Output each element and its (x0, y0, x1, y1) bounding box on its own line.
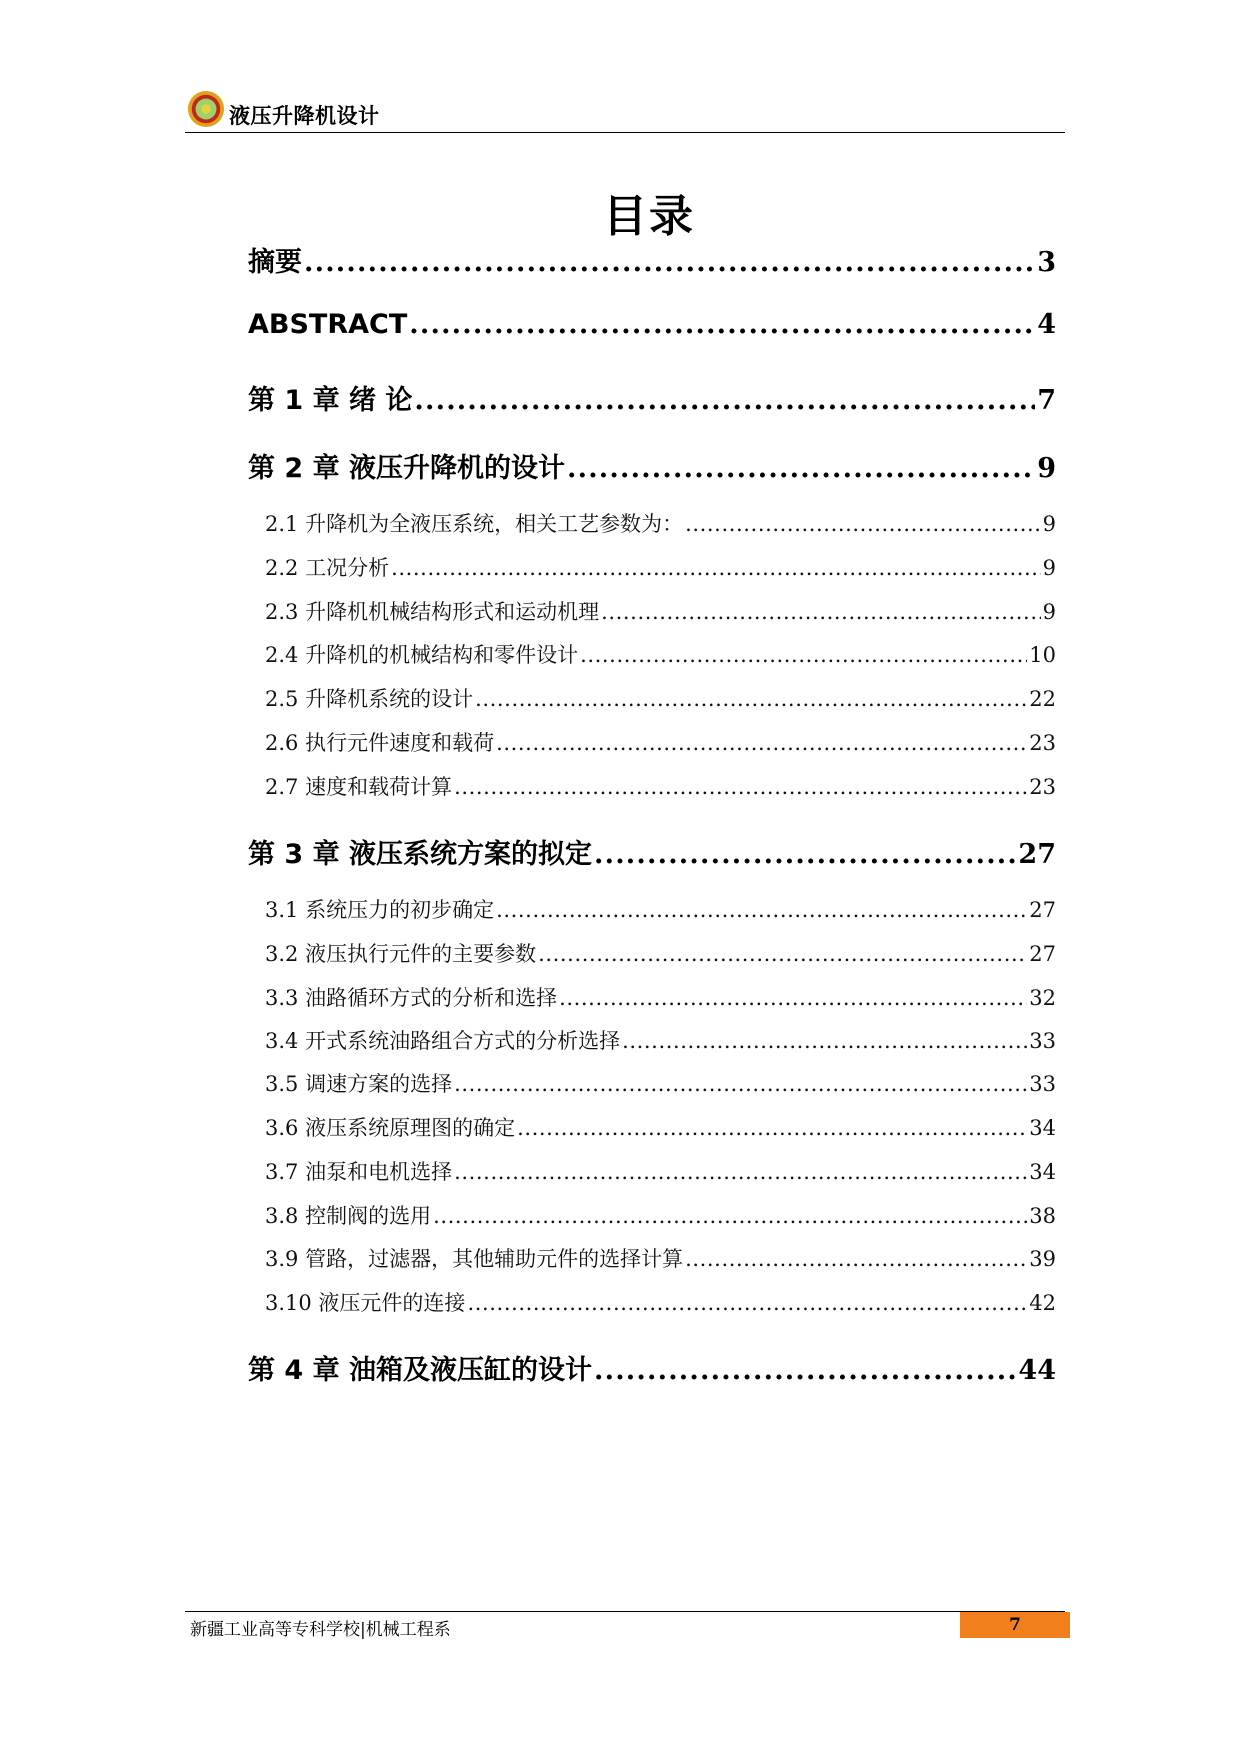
toc-section-entry[interactable] (265, 938, 1056, 968)
toc-leader-dots (580, 643, 1027, 667)
toc-leader-dots (496, 898, 1027, 922)
toc-section-entry[interactable] (265, 683, 1056, 713)
toc-leader-dots (414, 385, 1035, 416)
footer-text: 新疆工业高等专科学校|机械工程系 (190, 1620, 451, 1640)
toc-section-entry[interactable] (265, 771, 1056, 801)
toc-entry-label: 2.3 升降机机械结构形式和运动机理 (265, 600, 600, 624)
toc-section-entry[interactable] (265, 1068, 1056, 1098)
toc-entry-page: 23 (1029, 731, 1056, 755)
toc-entry-page: 3 (1037, 247, 1056, 278)
toc-entry-page: 39 (1029, 1247, 1056, 1271)
toc-entry-label: 第 3 章 液压系统方案的拟定 (248, 839, 592, 870)
toc-entry-page: 32 (1029, 986, 1056, 1010)
header-title: 液压升降机设计 (229, 104, 380, 128)
toc-entry-label: 2.1 升降机为全液压系统，相关工艺参数为： (265, 512, 684, 536)
toc-entry-page: 27 (1018, 839, 1056, 870)
toc-entry-page: 4 (1037, 309, 1056, 340)
toc-entry-page: 23 (1029, 775, 1056, 799)
toc-section-entry[interactable] (265, 1156, 1056, 1186)
toc-section-entry[interactable] (265, 1200, 1056, 1230)
toc-entry-label: ABSTRACT (248, 309, 408, 340)
toc-leader-dots (391, 556, 1041, 580)
toc-leader-dots (454, 775, 1027, 799)
toc-chapter-entry[interactable] (248, 1348, 1056, 1384)
toc-entry-page: 27 (1029, 942, 1056, 966)
toc-section-entry[interactable] (265, 1287, 1056, 1317)
toc-leader-dots (538, 942, 1027, 966)
toc-chapter-entry[interactable] (248, 240, 1056, 276)
toc-leader-dots (567, 453, 1035, 484)
toc-entry-label: 3.1 系统压力的初步确定 (265, 898, 495, 922)
toc-section-entry[interactable] (265, 1112, 1056, 1142)
toc-entry-page: 34 (1029, 1160, 1056, 1184)
toc-entry-page: 9 (1042, 556, 1056, 580)
toc-leader-dots (601, 600, 1041, 624)
toc-entry-label: 2.7 速度和载荷计算 (265, 775, 453, 799)
page-title: 目录 (603, 191, 695, 242)
toc-leader-dots (304, 247, 1035, 278)
toc-entry-page: 44 (1018, 1355, 1056, 1386)
toc-section-entry[interactable] (265, 596, 1056, 626)
toc-leader-dots (475, 687, 1027, 711)
page-number-badge: 7 (960, 1612, 1070, 1638)
toc-entry-label: 摘要 (248, 247, 302, 278)
toc-entry-page: 33 (1029, 1029, 1056, 1053)
toc-leader-dots (454, 1160, 1027, 1184)
toc-leader-dots (594, 1355, 1016, 1386)
toc-chapter-entry[interactable] (248, 378, 1056, 414)
toc-entry-label: 3.5 调速方案的选择 (265, 1072, 453, 1096)
toc-leader-dots (685, 512, 1041, 536)
toc-section-entry[interactable] (265, 982, 1056, 1012)
toc-entry-label: 2.2 工况分析 (265, 556, 390, 580)
toc-entry-page: 42 (1029, 1291, 1056, 1315)
toc-entry-label: 2.4 升降机的机械结构和零件设计 (265, 643, 579, 667)
toc-leader-dots (409, 309, 1035, 340)
toc-entry-label: 第 4 章 油箱及液压缸的设计 (248, 1355, 592, 1386)
toc-leader-dots (454, 1072, 1027, 1096)
toc-leader-dots (467, 1291, 1027, 1315)
toc-entry-label: 3.7 油泵和电机选择 (265, 1160, 453, 1184)
toc-entry-page: 10 (1029, 643, 1056, 667)
toc-leader-dots (594, 839, 1016, 870)
toc-leader-dots (517, 1116, 1027, 1140)
toc-entry-page: 22 (1029, 687, 1056, 711)
toc-entry-label: 3.3 油路循环方式的分析和选择 (265, 986, 558, 1010)
toc-section-entry[interactable] (265, 1243, 1056, 1273)
toc-chapter-entry[interactable] (248, 832, 1056, 868)
toc-entry-page: 9 (1037, 453, 1056, 484)
toc-entry-page: 34 (1029, 1116, 1056, 1140)
toc-entry-page: 33 (1029, 1072, 1056, 1096)
toc-section-entry[interactable] (265, 639, 1056, 669)
toc-entry-page: 7 (1037, 385, 1056, 416)
toc-entry-label: 3.6 液压系统原理图的确定 (265, 1116, 516, 1140)
toc-entry-label: 2.5 升降机系统的设计 (265, 687, 474, 711)
toc-leader-dots (559, 986, 1027, 1010)
toc-entry-label: 3.9 管路，过滤器，其他辅助元件的选择计算 (265, 1247, 684, 1271)
toc-leader-dots (622, 1029, 1027, 1053)
toc-entry-page: 9 (1042, 600, 1056, 624)
toc-leader-dots (496, 731, 1027, 755)
toc-leader-dots (433, 1204, 1027, 1228)
toc-section-entry[interactable] (265, 727, 1056, 757)
toc-entry-label: 2.6 执行元件速度和载荷 (265, 731, 495, 755)
toc-entry-label: 3.10 液压元件的连接 (265, 1291, 466, 1315)
toc-entry-page: 9 (1042, 512, 1056, 536)
toc-entry-label: 3.4 开式系统油路组合方式的分析选择 (265, 1029, 621, 1053)
toc-section-entry[interactable] (265, 894, 1056, 924)
toc-entry-page: 38 (1029, 1204, 1056, 1228)
footer-divider (185, 1611, 1065, 1612)
toc-entry-label: 第 1 章 绪 论 (248, 385, 413, 416)
toc-entry-page: 27 (1029, 898, 1056, 922)
toc-chapter-entry[interactable] (248, 309, 1056, 345)
toc-section-entry[interactable] (265, 1025, 1056, 1055)
toc-leader-dots (685, 1247, 1027, 1271)
toc-entry-label: 3.8 控制阀的选用 (265, 1204, 432, 1228)
toc-chapter-entry[interactable] (248, 446, 1056, 482)
toc-entry-label: 3.2 液压执行元件的主要参数 (265, 942, 537, 966)
toc-section-entry[interactable] (265, 552, 1056, 582)
toc-section-entry[interactable] (265, 508, 1056, 538)
toc-entry-label: 第 2 章 液压升降机的设计 (248, 453, 565, 484)
